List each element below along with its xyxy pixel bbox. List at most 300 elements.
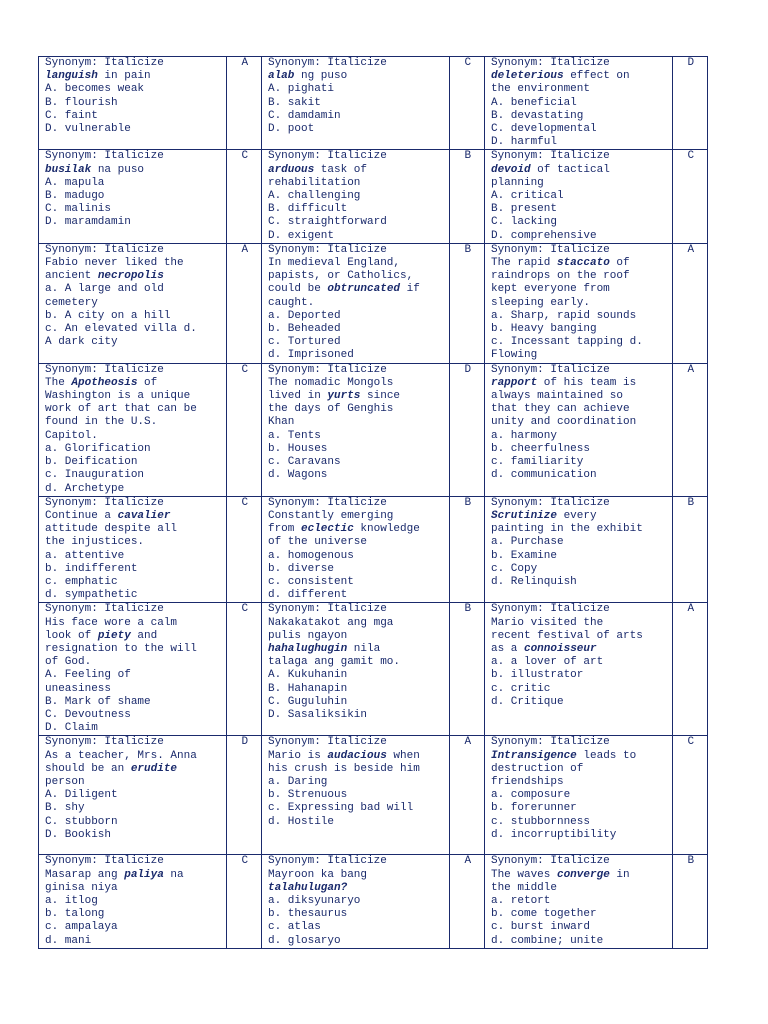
question-line <box>268 270 445 283</box>
question-text: planning <box>490 176 544 189</box>
question-text: A. becomes weak <box>45 83 145 96</box>
table-row <box>39 496 708 603</box>
question-text: a. Glorification <box>45 442 151 455</box>
keyword: Intransigence <box>490 749 577 762</box>
question-text: In medieval England, <box>267 257 401 270</box>
question-line <box>268 70 445 83</box>
question-line <box>45 190 222 203</box>
question-text: of <box>609 257 630 270</box>
keyword: alab <box>267 70 295 83</box>
question-text: C. malinis <box>45 203 112 216</box>
question-line <box>268 244 445 257</box>
question-line <box>491 563 668 576</box>
question-line <box>491 349 668 362</box>
question-line <box>268 257 445 270</box>
question-line <box>45 776 222 789</box>
question-text: task of <box>314 163 368 176</box>
question-text: d. sympathetic <box>45 589 138 602</box>
question-line <box>491 776 668 789</box>
question-cell <box>39 57 227 150</box>
question-text: Constantly emerging <box>267 509 394 522</box>
question-line <box>491 855 668 868</box>
question-text: of the universe <box>267 536 368 549</box>
question-text: papists, or Catholics, <box>267 270 414 283</box>
question-line <box>45 696 222 709</box>
answer-cell: B <box>449 496 484 603</box>
question-text: d. Relinquish <box>490 575 577 588</box>
question-text: D. maramdamin <box>45 216 131 229</box>
question-line <box>45 283 222 296</box>
question-text: Synonym: Italicize <box>490 243 610 256</box>
question-text: c. Incessant tapping d. <box>490 336 643 349</box>
answer-cell: B <box>672 855 707 948</box>
question-line <box>45 497 222 510</box>
question-text: of his team is <box>537 376 637 389</box>
question-text: C. damdamin <box>267 109 341 122</box>
question-line <box>268 656 445 669</box>
question-line <box>268 536 445 549</box>
question-text: b. Strenuous <box>267 789 348 802</box>
question-text: knowledge <box>353 523 420 536</box>
question-line <box>45 469 222 482</box>
question-line <box>45 216 222 229</box>
question-cell <box>484 243 672 363</box>
question-line <box>491 57 668 70</box>
question-line <box>491 882 668 895</box>
table-row <box>39 243 708 363</box>
question-line <box>491 257 668 270</box>
question-text: Synonym: Italicize <box>45 243 164 256</box>
question-text: every <box>556 509 597 522</box>
question-cell <box>39 603 227 736</box>
question-line <box>491 443 668 456</box>
keyword: staccato <box>556 257 610 270</box>
question-line <box>268 190 445 203</box>
question-text: Synonym: Italicize <box>45 736 164 749</box>
question-text: painting in the exhibit <box>490 523 643 536</box>
question-text: D. poot <box>267 123 315 136</box>
question-text: C. faint <box>45 109 98 122</box>
question-line <box>491 430 668 443</box>
question-line <box>268 763 445 776</box>
question-text: c. An elevated villa d. <box>45 323 197 336</box>
question-text: a. retort <box>490 894 551 907</box>
question-text: of tactical <box>530 163 610 176</box>
question-text: Mario is <box>267 749 328 762</box>
question-text: A. Feeling of <box>45 669 131 682</box>
answer-cell: D <box>449 363 484 496</box>
question-line <box>45 523 222 536</box>
question-line <box>491 935 668 948</box>
question-line <box>268 603 445 616</box>
question-line <box>491 921 668 934</box>
question-text: b. thesaurus <box>267 908 348 921</box>
answer-cell: D <box>672 57 707 150</box>
question-line <box>268 908 445 921</box>
question-line <box>45 177 222 190</box>
question-text: attitude despite all <box>45 523 178 536</box>
question-text: c. Tortured <box>267 336 341 349</box>
question-line <box>45 164 222 177</box>
question-line <box>491 510 668 523</box>
question-line <box>268 123 445 136</box>
question-text: sleeping early. <box>490 296 590 309</box>
keyword: talahulugan? <box>267 881 348 894</box>
question-text: should be an <box>45 762 131 775</box>
question-text: Synonym: Italicize <box>45 150 164 163</box>
question-text: could be <box>267 283 328 296</box>
question-text: d. Wagons <box>267 469 328 482</box>
question-text: the injustices. <box>45 536 145 549</box>
question-line <box>491 150 668 163</box>
question-text: b. Deification <box>45 456 138 469</box>
question-line <box>268 430 445 443</box>
question-text: a. diksyunaryo <box>267 894 361 907</box>
question-text: always maintained so <box>490 390 623 403</box>
question-text: person <box>45 775 85 788</box>
question-line <box>45 416 222 429</box>
question-line <box>491 895 668 908</box>
question-text: d. mani <box>45 934 92 947</box>
answer-cell: C <box>226 603 261 736</box>
question-text: look of <box>45 629 98 642</box>
question-text: C. developmental <box>490 123 597 136</box>
question-text: a. harmony <box>490 429 557 442</box>
question-line <box>45 921 222 934</box>
question-text: a. Purchase <box>490 536 564 549</box>
question-line <box>45 483 222 496</box>
question-text: Nakakatakot ang mga <box>267 616 394 629</box>
question-text: a. attentive <box>45 549 125 562</box>
question-text: B. madugo <box>45 190 105 203</box>
question-text: Synonym: Italicize <box>490 57 610 69</box>
question-text: A. Diligent <box>45 789 118 802</box>
question-line <box>268 921 445 934</box>
question-line <box>491 136 668 149</box>
question-cell <box>261 736 449 855</box>
answer-cell: A <box>449 736 484 855</box>
question-line <box>268 882 445 895</box>
question-line <box>45 430 222 443</box>
question-text: Synonym: Italicize <box>267 243 387 256</box>
question-text: Synonym: Italicize <box>267 855 387 868</box>
question-line <box>268 150 445 163</box>
table-row <box>39 736 708 855</box>
question-line <box>491 297 668 310</box>
question-line <box>491 696 668 709</box>
question-text: Synonym: Italicize <box>490 603 610 616</box>
question-text: D. Bookish <box>45 828 112 841</box>
question-text: D. vulnerable <box>45 123 131 136</box>
question-line <box>268 696 445 709</box>
question-line <box>268 57 445 70</box>
answer-cell: B <box>449 243 484 363</box>
question-text: d. combine; unite <box>490 934 604 947</box>
question-line <box>491 456 668 469</box>
answer-cell: A <box>226 243 261 363</box>
question-line <box>268 643 445 656</box>
answer-cell: C <box>226 496 261 603</box>
question-line <box>491 789 668 802</box>
question-text: d. Imprisoned <box>267 349 354 362</box>
question-text: A. mapula <box>45 176 105 189</box>
question-text: Synonym: Italicize <box>267 57 387 69</box>
question-text: that they can achieve <box>490 403 630 416</box>
question-line <box>45 750 222 763</box>
question-line <box>45 763 222 776</box>
table-row <box>39 363 708 496</box>
question-text: Synonym: Italicize <box>267 496 387 509</box>
question-line <box>45 270 222 283</box>
question-text: d. Hostile <box>267 815 334 828</box>
question-text: the environment <box>490 83 590 96</box>
answer-cell: B <box>449 150 484 243</box>
question-cell <box>261 57 449 150</box>
question-line <box>45 110 222 123</box>
question-cell <box>261 603 449 736</box>
question-line <box>45 510 222 523</box>
question-line <box>491 216 668 229</box>
question-text: C. Guguluhin <box>267 695 348 708</box>
question-line <box>268 802 445 815</box>
question-line <box>491 203 668 216</box>
question-text: na <box>163 868 184 881</box>
question-text: Synonym: Italicize <box>490 150 610 163</box>
question-text: The rapid <box>490 257 557 270</box>
question-line <box>268 683 445 696</box>
question-text: Synonym: Italicize <box>267 736 387 749</box>
question-text: in pain <box>97 70 151 83</box>
question-line <box>45 203 222 216</box>
question-line <box>268 789 445 802</box>
answer-cell: D <box>226 736 261 855</box>
question-text: talaga ang gamit mo. <box>267 656 401 669</box>
question-line <box>268 416 445 429</box>
question-text: raindrops on the roof <box>490 270 630 283</box>
question-text: the days of Genghis <box>267 403 394 416</box>
question-line <box>491 869 668 882</box>
question-cell <box>39 243 227 363</box>
question-text: The <box>45 376 72 389</box>
question-text: uneasiness <box>45 682 112 695</box>
question-text: a. A large and old <box>45 283 164 296</box>
question-text: Synonym: Italicize <box>490 736 610 749</box>
question-line <box>268 323 445 336</box>
question-text: as a <box>490 642 524 655</box>
question-text: Capitol. <box>45 429 98 442</box>
question-line <box>491 683 668 696</box>
question-line <box>491 123 668 136</box>
question-cell <box>39 150 227 243</box>
question-line <box>45 257 222 270</box>
question-text: Synonym: Italicize <box>490 363 610 376</box>
question-line <box>491 829 668 842</box>
question-text: leads to <box>576 749 637 762</box>
question-line <box>45 789 222 802</box>
question-line <box>491 630 668 643</box>
question-text: a. itlog <box>45 894 98 907</box>
question-text: The nomadic Mongols <box>267 376 394 389</box>
question-text: recent festival of arts <box>490 629 643 642</box>
question-line <box>491 70 668 83</box>
question-text: b. indifferent <box>45 562 138 575</box>
question-line <box>268 550 445 563</box>
question-text: since <box>360 390 401 403</box>
question-line <box>45 456 222 469</box>
answer-cell: A <box>449 855 484 948</box>
question-text: A. beneficial <box>490 96 577 109</box>
question-text: pulis ngayon <box>267 629 348 642</box>
question-text: kept everyone from <box>490 283 610 296</box>
question-cell <box>484 57 672 150</box>
question-line <box>45 683 222 696</box>
question-line <box>491 550 668 563</box>
keyword: connoisseur <box>523 642 597 655</box>
question-line <box>491 97 668 110</box>
question-line <box>45 323 222 336</box>
question-text: friendships <box>490 775 564 788</box>
question-text: d. Critique <box>490 695 564 708</box>
keyword: obtruncated <box>327 283 401 296</box>
question-line <box>491 802 668 815</box>
question-text: c. Copy <box>490 562 538 575</box>
question-text: Synonym: Italicize <box>267 603 387 616</box>
question-line <box>45 97 222 110</box>
question-text: resignation to the will <box>45 642 197 655</box>
question-line <box>45 297 222 310</box>
question-text: of <box>137 376 158 389</box>
keyword: arduous <box>267 163 315 176</box>
answer-cell: C <box>672 736 707 855</box>
keyword: languish <box>45 70 98 83</box>
question-text: C. lacking <box>490 216 557 229</box>
question-text: Continue a <box>45 509 118 522</box>
question-line <box>268 736 445 749</box>
question-line <box>45 57 222 70</box>
keyword: rapport <box>490 376 538 389</box>
question-text: Flowing <box>490 349 538 362</box>
answer-cell: A <box>226 57 261 150</box>
question-text: of God. <box>45 656 92 669</box>
question-line <box>491 336 668 349</box>
question-text: b. come together <box>490 908 597 921</box>
question-text: a. composure <box>490 789 571 802</box>
question-text: nila <box>347 642 381 655</box>
question-line <box>268 97 445 110</box>
question-line <box>45 390 222 403</box>
question-text: B. Hahanapin <box>267 682 348 695</box>
question-line <box>45 908 222 921</box>
question-line <box>45 722 222 735</box>
question-line <box>268 855 445 868</box>
question-text: when <box>386 749 420 762</box>
question-cell <box>39 736 227 855</box>
question-line <box>268 336 445 349</box>
question-text: B. shy <box>45 802 85 815</box>
question-line <box>491 403 668 416</box>
question-text: A. pighati <box>267 83 334 96</box>
answer-cell: C <box>226 150 261 243</box>
question-text: in <box>609 868 630 881</box>
question-line <box>268 589 445 602</box>
table-row <box>39 57 708 150</box>
question-text: rehabilitation <box>267 176 361 189</box>
question-line <box>45 364 222 377</box>
question-text: c. critic <box>490 682 551 695</box>
question-text: His face wore a calm <box>45 616 178 629</box>
question-cell <box>484 363 672 496</box>
keyword: hahalughugin <box>267 642 348 655</box>
question-text: c. Caravans <box>267 456 341 469</box>
question-text: Masarap ang <box>45 868 125 881</box>
question-line <box>268 895 445 908</box>
question-text: c. familiarity <box>490 456 584 469</box>
question-line <box>491 536 668 549</box>
question-text: c. ampalaya <box>45 921 118 934</box>
question-line <box>268 750 445 763</box>
question-text: Mayroon ka bang <box>267 868 368 881</box>
question-line <box>45 855 222 868</box>
question-line <box>45 603 222 616</box>
question-text: lived in <box>267 390 328 403</box>
quiz-table <box>38 56 708 949</box>
question-text: B. difficult <box>267 203 348 216</box>
question-line <box>45 244 222 257</box>
question-text: B. sakit <box>267 96 321 109</box>
question-line <box>45 802 222 815</box>
question-line <box>491 283 668 296</box>
question-line <box>268 497 445 510</box>
question-cell <box>484 855 672 948</box>
question-text: a. Tents <box>267 429 321 442</box>
question-line <box>491 656 668 669</box>
question-text: Synonym: Italicize <box>45 603 164 616</box>
question-text: b. talong <box>45 908 105 921</box>
answer-cell: A <box>672 243 707 363</box>
question-cell <box>39 855 227 948</box>
question-line <box>268 349 445 362</box>
question-line <box>45 83 222 96</box>
question-line <box>45 669 222 682</box>
keyword: piety <box>97 629 131 642</box>
question-text: C. Devoutness <box>45 708 131 721</box>
answer-cell: C <box>226 855 261 948</box>
answer-cell: B <box>672 496 707 603</box>
question-line <box>491 110 668 123</box>
question-line <box>45 377 222 390</box>
question-text: effect on <box>563 70 630 83</box>
question-text: As a teacher, Mrs. Anna <box>45 749 197 762</box>
question-line <box>268 83 445 96</box>
question-text: destruction of <box>490 762 584 775</box>
question-text: D. Sasaliksikin <box>267 708 368 721</box>
question-line <box>268 630 445 643</box>
question-line <box>491 244 668 257</box>
question-text: caught. <box>267 296 315 309</box>
question-line <box>268 510 445 523</box>
question-line <box>268 443 445 456</box>
question-line <box>45 709 222 722</box>
question-text: a. homogenous <box>267 549 354 562</box>
question-text: from <box>267 523 301 536</box>
question-text: b. illustrator <box>490 669 584 682</box>
question-text: A. challenging <box>267 190 361 203</box>
question-line <box>268 377 445 390</box>
question-line <box>45 310 222 323</box>
question-text: b. forerunner <box>490 802 577 815</box>
question-text: ng puso <box>294 70 348 83</box>
question-line <box>45 882 222 895</box>
